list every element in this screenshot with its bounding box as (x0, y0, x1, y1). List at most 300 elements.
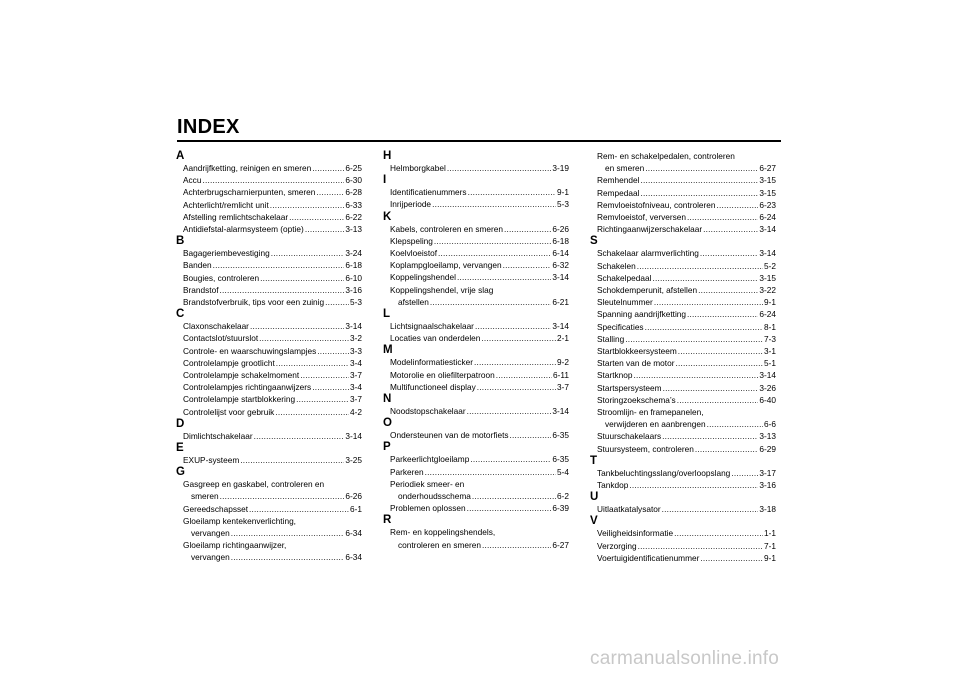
index-entry (383, 405, 569, 417)
dot-leader (638, 540, 763, 552)
page-number: 6-32 (552, 260, 569, 271)
index-entry (383, 453, 569, 465)
index-entry (590, 394, 776, 406)
dot-leader (654, 296, 763, 308)
dot-leader (662, 503, 759, 515)
page-number: 6-6 (764, 419, 776, 430)
entry-text: Rem- en koppelingshendels, (390, 527, 496, 538)
entry-text: Modelinformatiesticker (390, 357, 473, 368)
page-number: 3-13 (345, 224, 362, 235)
index-letter: M (383, 344, 393, 357)
index-letter: U (590, 491, 599, 504)
dot-leader (510, 429, 552, 441)
entry-text: Voertuigidentificatienummer (597, 552, 700, 563)
dot-leader (447, 162, 552, 174)
index-entry (176, 320, 362, 332)
dot-leader (695, 443, 759, 455)
index-letter: N (383, 393, 392, 406)
page-number: 9-2 (557, 357, 569, 368)
entry-text: Storingzoekschema’s (597, 394, 676, 405)
page-number: 6-26 (552, 223, 569, 234)
entry-text: Problemen oplossen (390, 503, 466, 514)
entry-text: afstellen (398, 296, 429, 307)
entry-text: Locaties van onderdelen (390, 333, 481, 344)
page-number: 6-34 (345, 552, 362, 563)
page-number: 6-14 (552, 248, 569, 259)
entry-text: Stroomlijn- en framepanelen, (597, 407, 704, 418)
index-entry (590, 223, 776, 235)
entry-text: Kabels, controleren en smeren (390, 223, 503, 234)
page-number: 6-25 (345, 163, 362, 173)
page-number: 9-1 (764, 552, 776, 563)
page-number: 3-3 (350, 345, 362, 356)
page-number: 6-18 (552, 235, 569, 246)
index-entry (383, 259, 569, 271)
index-entry (176, 284, 362, 296)
index-entry (590, 369, 776, 381)
page-number: 3-4 (350, 357, 362, 368)
entry-text: Starten van de motor (597, 358, 675, 369)
entry-text: Ondersteunen van de motorfiets (390, 430, 509, 441)
index-column-1 (176, 150, 362, 564)
index-entry (590, 333, 776, 345)
index-entry (176, 296, 362, 308)
page-number: 6-34 (345, 528, 362, 539)
index-entry (176, 332, 362, 344)
dot-leader (474, 356, 556, 368)
index-letter: D (176, 417, 185, 430)
page-number: 6-11 (553, 369, 569, 380)
index-entry (590, 382, 776, 394)
entry-text: Startblokkeersysteem (597, 346, 677, 357)
index-letter: V (590, 515, 598, 528)
entry-text: Controlelampje startblokkering (183, 394, 296, 405)
dot-leader (504, 223, 551, 235)
page-number: 3-15 (759, 272, 776, 283)
entry-text: Startspersysteem (597, 382, 662, 393)
entry-text: Controlelampje schakelmoment (183, 370, 300, 381)
dot-leader (700, 247, 758, 259)
index-entry (383, 502, 569, 514)
page-number: 6-27 (552, 539, 569, 550)
entry-text: Periodiek smeer- en (390, 478, 465, 489)
dot-leader (645, 162, 758, 174)
dot-leader (432, 198, 556, 210)
entry-text: Afstelling remlichtschakelaar (183, 211, 289, 222)
entry-text: Koppelingshendel (390, 272, 456, 283)
index-entry (176, 503, 362, 515)
entry-text: Claxonschakelaar (183, 321, 249, 332)
index-entry (590, 150, 776, 174)
index-letter: K (383, 210, 392, 223)
page-number: 5-2 (764, 260, 776, 271)
page-number: 3-14 (759, 248, 776, 259)
dot-leader (634, 369, 759, 381)
page-number: 3-13 (759, 431, 776, 442)
index-entry (176, 369, 362, 381)
page-number: 6-18 (345, 260, 362, 271)
entry-text: Schakelpedaal (597, 272, 652, 283)
index-entry (383, 162, 569, 174)
entry-text: Stalling (597, 333, 625, 344)
entry-text: Rem- en schakelpedalen, controleren (597, 151, 735, 161)
index-entry (176, 454, 362, 466)
index-entry (590, 308, 776, 320)
dot-leader (687, 211, 758, 223)
index-entry (176, 174, 362, 186)
page-number: 3-7 (557, 381, 569, 392)
page-number: 3-15 (759, 175, 776, 186)
page-number: 6-33 (345, 199, 362, 210)
dot-leader (707, 418, 763, 430)
dot-leader (312, 162, 344, 174)
dot-leader (496, 369, 552, 381)
dot-leader (675, 357, 763, 369)
dot-leader (640, 187, 758, 199)
dot-leader (637, 260, 763, 272)
dot-leader (652, 272, 758, 284)
page-number: 6-29 (759, 443, 776, 454)
dot-leader (249, 503, 349, 515)
entry-text: Remvloeistof, verversen (597, 212, 686, 223)
page-number: 6-30 (345, 175, 362, 186)
index-letter: R (383, 514, 392, 527)
index-entry (176, 223, 362, 235)
dot-leader (305, 223, 345, 235)
entry-text: Startknop (597, 370, 633, 381)
index-entry (176, 247, 362, 259)
entry-text: Aandrijfketting, reinigen en smeren (183, 163, 312, 173)
dot-leader (260, 272, 344, 284)
entry-text: Koelvloeistof (390, 248, 438, 259)
index-entry (590, 247, 776, 259)
dot-leader (438, 247, 551, 259)
entry-text: en smeren (605, 163, 645, 174)
entry-text: Remhendel (597, 175, 640, 186)
entry-text: Schakelaar alarmverlichting (597, 248, 699, 259)
page-number: 3-7 (350, 370, 362, 381)
page-number: 3-7 (350, 394, 362, 405)
entry-text: Richtingaanwijzerschakelaar (597, 224, 703, 235)
page-number: 2-1 (557, 333, 569, 344)
index-entry (176, 186, 362, 198)
entry-text: Bougies, controleren (183, 272, 260, 283)
entry-text: Bagageriembevestiging (183, 248, 270, 259)
dot-leader (325, 296, 349, 308)
index-entry (590, 467, 776, 479)
index-entry (590, 211, 776, 223)
entry-text: Dimlichtschakelaar (183, 430, 253, 441)
index-entry (590, 479, 776, 491)
dot-leader (434, 235, 551, 247)
entry-text: Gloeilamp richtingaanwijzer, (183, 540, 287, 551)
index-letter: B (176, 235, 185, 248)
entry-text: Uitlaatkatalysator (597, 504, 661, 515)
index-entry (176, 199, 362, 211)
page-number: 6-21 (552, 296, 569, 307)
index-entry (590, 503, 776, 515)
dot-leader (312, 381, 349, 393)
page-number: 6-28 (345, 187, 362, 198)
title-rule (177, 140, 781, 142)
index-entry (590, 260, 776, 272)
dot-leader (629, 479, 758, 491)
entry-text: Identificatienummers (390, 187, 467, 198)
index-entry (383, 223, 569, 235)
page-number: 5-4 (557, 466, 569, 477)
index-letter: T (590, 454, 598, 467)
index-entry (176, 406, 362, 418)
page-number: 3-14 (345, 430, 362, 441)
dot-leader (250, 320, 344, 332)
page-number: 3-14 (759, 370, 776, 381)
dot-leader (275, 406, 349, 418)
dot-leader (467, 405, 552, 417)
index-entry (176, 211, 362, 223)
dot-leader (259, 332, 349, 344)
index-entry (383, 381, 569, 393)
entry-text: onderhoudsschema (398, 491, 471, 502)
index-entry (176, 259, 362, 271)
index-entry (590, 443, 776, 455)
index-letter: C (176, 308, 185, 321)
entry-text: Klepspeling (390, 235, 433, 246)
entry-text: EXUP-systeem (183, 455, 240, 466)
page-number: 5-1 (764, 358, 776, 369)
page-number: 3-14 (552, 406, 569, 417)
entry-text: Tankdop (597, 480, 629, 491)
page-number: 3-14 (759, 224, 776, 235)
index-entry (383, 198, 569, 210)
index-entry (176, 162, 362, 174)
page-number: 9-1 (557, 187, 569, 198)
index-entry (590, 527, 776, 539)
index-entry (383, 369, 569, 381)
index-letter: H (383, 150, 392, 162)
index-entry (590, 430, 776, 442)
entry-text: Gloeilamp kentekenverlichting, (183, 515, 296, 526)
page-number: 6-10 (345, 272, 362, 283)
page-number: 6-23 (759, 199, 776, 210)
entry-text: controleren en smeren (398, 539, 482, 550)
index-entry (383, 478, 569, 502)
dot-leader (662, 430, 758, 442)
index-column-2 (383, 150, 569, 551)
dot-leader (472, 490, 556, 502)
index-entry (383, 186, 569, 198)
index-entry (383, 332, 569, 344)
entry-text: verwijderen en aanbrengen (605, 419, 706, 430)
index-letter: L (383, 308, 391, 321)
page-number: 3-14 (552, 272, 569, 283)
dot-leader (213, 259, 345, 271)
page-number: 6-24 (759, 309, 776, 320)
dot-leader (457, 271, 551, 283)
page-number: 6-35 (552, 430, 569, 441)
index-entry (383, 271, 569, 283)
dot-leader (703, 223, 758, 235)
dot-leader (477, 381, 556, 393)
index-entry (176, 357, 362, 369)
entry-text: Inrijperiode (390, 199, 432, 210)
entry-text: Contactslot/stuurslot (183, 333, 259, 344)
page-number: 6-1 (350, 503, 362, 514)
entry-text: Motorolie en oliefilterpatroon (390, 369, 495, 380)
dot-leader (231, 527, 345, 539)
index-entry (176, 515, 362, 539)
dot-leader (296, 393, 349, 405)
dot-leader (698, 284, 758, 296)
entry-text: Antidiefstal-alarmsysteem (optie) (183, 224, 304, 235)
entry-text: Veiligheidsinformatie (597, 528, 674, 539)
dot-leader (475, 320, 551, 332)
index-entry (590, 284, 776, 296)
entry-text: Koppelingshendel, vrije slag (390, 284, 494, 295)
index-letter: S (590, 235, 598, 248)
dot-leader (202, 174, 344, 186)
page-number: 3-16 (759, 480, 776, 491)
page-number: 3-16 (345, 284, 362, 295)
page-number: 3-24 (345, 248, 362, 259)
page-number: 9-1 (764, 297, 776, 308)
dot-leader (700, 552, 763, 564)
index-entry (176, 430, 362, 442)
page-title: INDEX (177, 116, 240, 138)
page-number: 3-22 (759, 285, 776, 296)
entry-text: Specificaties (597, 321, 644, 332)
dot-leader (470, 453, 551, 465)
page-number: 3-1 (764, 346, 776, 357)
entry-text: Brandstof (183, 284, 219, 295)
entry-text: Controle- en waarschuwingslampjes (183, 345, 317, 356)
page-number: 6-22 (345, 211, 362, 222)
index-entry (590, 187, 776, 199)
dot-leader (677, 394, 759, 406)
page-number: 3-15 (759, 187, 776, 198)
dot-leader (317, 345, 349, 357)
watermark: carmanualsonline.info (590, 648, 780, 669)
entry-text: Brandstofverbruik, tips voor een zuinig (183, 297, 325, 308)
index-letter: A (176, 150, 185, 162)
index-entry (383, 235, 569, 247)
index-letter: G (176, 466, 185, 479)
page-number: 3-19 (552, 163, 569, 173)
page-number: 1-1 (764, 528, 776, 539)
dot-leader (231, 551, 345, 563)
entry-text: Achterlicht/remlicht unit (183, 199, 269, 210)
entry-text: Gasgreep en gaskabel, controleren en (183, 479, 325, 490)
page-number: 3-25 (345, 455, 362, 466)
entry-text: Rempedaal (597, 187, 640, 198)
entry-text: Spanning aandrijfketting (597, 309, 687, 320)
entry-text: Controlelampjes richtingaanwijzers (183, 382, 312, 393)
page-number: 6-26 (345, 491, 362, 502)
dot-leader (220, 490, 345, 502)
page-number: 3-26 (759, 382, 776, 393)
page-number: 4-2 (350, 406, 362, 417)
entry-text: Schokdemperunit, afstellen (597, 285, 698, 296)
entry-text: Controlelampje grootlicht (183, 357, 275, 368)
page-number: 6-40 (759, 394, 776, 405)
index-entry (176, 345, 362, 357)
index-entry (590, 406, 776, 430)
entry-text: Accu (183, 175, 202, 186)
dot-leader (300, 369, 349, 381)
index-entry (383, 284, 569, 308)
index-entry (176, 539, 362, 563)
entry-text: Koplampgloeilamp, vervangen (390, 260, 502, 271)
entry-text: Schakelen (597, 260, 636, 271)
entry-text: Noodstopschakelaar (390, 406, 466, 417)
index-entry (176, 272, 362, 284)
dot-leader (503, 259, 552, 271)
page-number: 3-14 (552, 321, 569, 332)
page-number: 3-2 (350, 333, 362, 344)
dot-leader (482, 539, 551, 551)
index-entry (383, 526, 569, 550)
dot-leader (271, 247, 345, 259)
dot-leader (663, 382, 759, 394)
entry-text: Parkeren (390, 466, 424, 477)
entry-text: Parkeerlichtgloeilamp (390, 454, 470, 465)
index-letter: P (383, 441, 391, 454)
page-number: 3-4 (350, 382, 362, 393)
dot-leader (731, 467, 758, 479)
index-entry (383, 429, 569, 441)
page-number: 7-3 (764, 333, 776, 344)
index-entry (590, 272, 776, 284)
dot-leader (254, 430, 345, 442)
page-number: 6-24 (759, 212, 776, 223)
dot-leader (468, 186, 556, 198)
entry-text: Verzorging (597, 540, 637, 551)
index-entry (383, 247, 569, 259)
dot-leader (687, 308, 758, 320)
entry-text: Tankbeluchtingsslang/overloopslang (597, 467, 731, 478)
entry-text: Stuurschakelaars (597, 431, 662, 442)
entry-text: vervangen (191, 552, 230, 563)
index-entry (590, 357, 776, 369)
entry-text: Remvloeistofniveau, controleren (597, 199, 716, 210)
index-entry (590, 540, 776, 552)
dot-leader (467, 502, 552, 514)
entry-text: Banden (183, 260, 212, 271)
dot-leader (430, 296, 551, 308)
page-number: 3-18 (759, 504, 776, 515)
index-column-3 (590, 150, 776, 564)
entry-text: Achterbrugscharnierpunten, smeren (183, 187, 316, 198)
index-entry (590, 552, 776, 564)
entry-text: Multifunctioneel display (390, 381, 476, 392)
dot-leader (481, 332, 556, 344)
page-number: 6-39 (552, 503, 569, 514)
index-letter: I (383, 174, 387, 187)
index-entry (590, 345, 776, 357)
index-entry (590, 321, 776, 333)
page-number: 7-1 (764, 540, 776, 551)
dot-leader (220, 284, 345, 296)
entry-text: Controlelijst voor gebruik (183, 406, 275, 417)
index-entry (176, 381, 362, 393)
entry-text: smeren (191, 491, 219, 502)
entry-text: Helmborgkabel (390, 163, 446, 173)
index-entry (590, 199, 776, 211)
index-entry (383, 356, 569, 368)
dot-leader (425, 466, 556, 478)
entry-text: Gereedschapsset (183, 503, 249, 514)
page-number: 5-3 (557, 199, 569, 210)
dot-leader (276, 357, 349, 369)
